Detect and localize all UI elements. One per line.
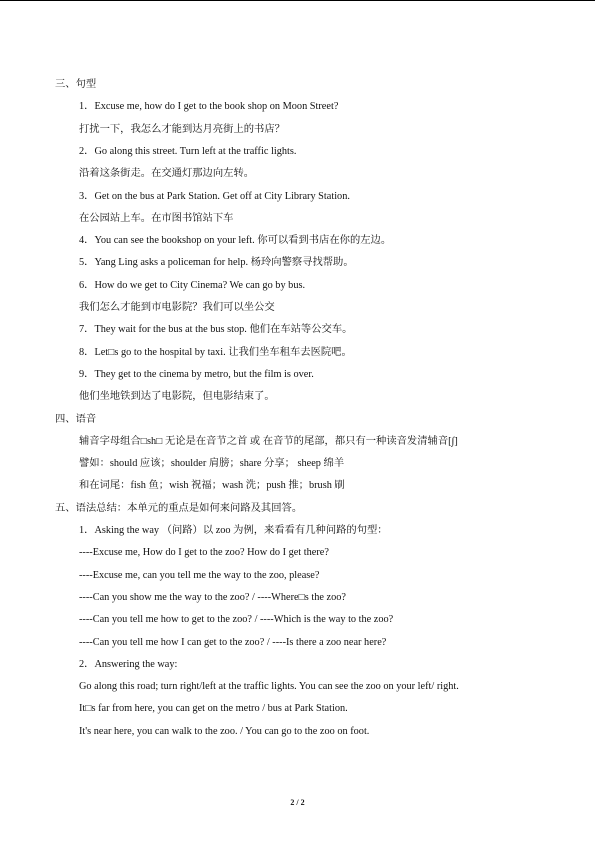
text-line: 打扰一下，我怎么才能到达月亮街上的书店？ (79, 123, 285, 135)
text-line: ----Can you tell me how I can get to the zoo? / ----Is there a zoo near here? (79, 636, 387, 648)
text-line: 他们坐地铁到达了电影院，但电影结束了。 (79, 391, 275, 403)
text-line: 三、句型 (55, 79, 97, 90)
page-number: 2 / 2 (290, 798, 305, 807)
text-line: ----Can you show me the way to the zoo? / ----Where□s the zoo? (79, 591, 346, 603)
text-line: 沿着这条街走。在交通灯那边向左转。 (79, 168, 255, 180)
text-line: 辅音字母组合□sh□ 无论是在音节之首 或 在音节的尾部，都只有一种读音发清辅音[∫] (79, 435, 458, 447)
text-line: 4．You can see the bookshop on your left. 你可以看到书店在你的左边。 (79, 235, 392, 247)
text-line: It's near here, you can walk to the zoo. / You can go to the zoo on foot. (79, 725, 370, 737)
text-line: 在公园站上车。在市图书馆站下车 (79, 212, 234, 224)
text-line: 1．Asking the way （问路）以 zoo 为例，来看看有几种问路的句型： (79, 525, 388, 536)
text-line: Go along this road; turn right/left at the traffic lights. You can see the zoo on your left/ right. (79, 681, 459, 693)
text-line: 四、语音 (55, 413, 97, 425)
text-line: 譬如：should 应该；shoulder 肩膀；share 分享； sheep 绵羊 (79, 458, 345, 470)
text-line: 6．How do we get to City Cinema? We can go by bus. (79, 279, 306, 291)
text-line: ----Excuse me, How do I get to the zoo? How do I get there? (79, 547, 329, 559)
text-line: 和在词尾：fish 鱼；wish 祝福；wash 洗；push 推；brush 刷 (79, 480, 345, 492)
text-line: 1．Excuse me, how do I get to the book shop on Moon Street? (79, 101, 339, 113)
text-line: 9．They get to the cinema by metro, but the film is over. (79, 368, 314, 380)
text-line: 7．They wait for the bus at the bus stop. 他们在车站等公交车。 (79, 324, 353, 336)
text-line: ----Can you tell me how to get to the zoo? / ----Which is the way to the zoo? (79, 614, 394, 626)
text-line: 2．Go along this street. Turn left at the traffic lights. (79, 145, 297, 157)
text-line: 8．Let□s go to the hospital by taxi. 让我们坐车租车去医院吧。 (79, 346, 352, 358)
text-line: 五、语法总结：本单元的重点是如何来问路及其回答。 (55, 502, 303, 514)
text-line: It□s far from here, you can get on the metro / bus at Park Station. (79, 703, 348, 715)
text-line: 2．Answering the way: (79, 658, 178, 670)
text-line: 我们怎么才能到市电影院？我们可以坐公交 (79, 302, 275, 313)
text-line: 5．Yang Ling asks a policeman for help. 杨玲向警察寻找帮助。 (79, 257, 354, 269)
text-line: ----Excuse me, can you tell me the way to the zoo, please? (79, 569, 320, 581)
text-line: 3．Get on the bus at Park Station. Get off at City Library Station. (79, 190, 350, 202)
